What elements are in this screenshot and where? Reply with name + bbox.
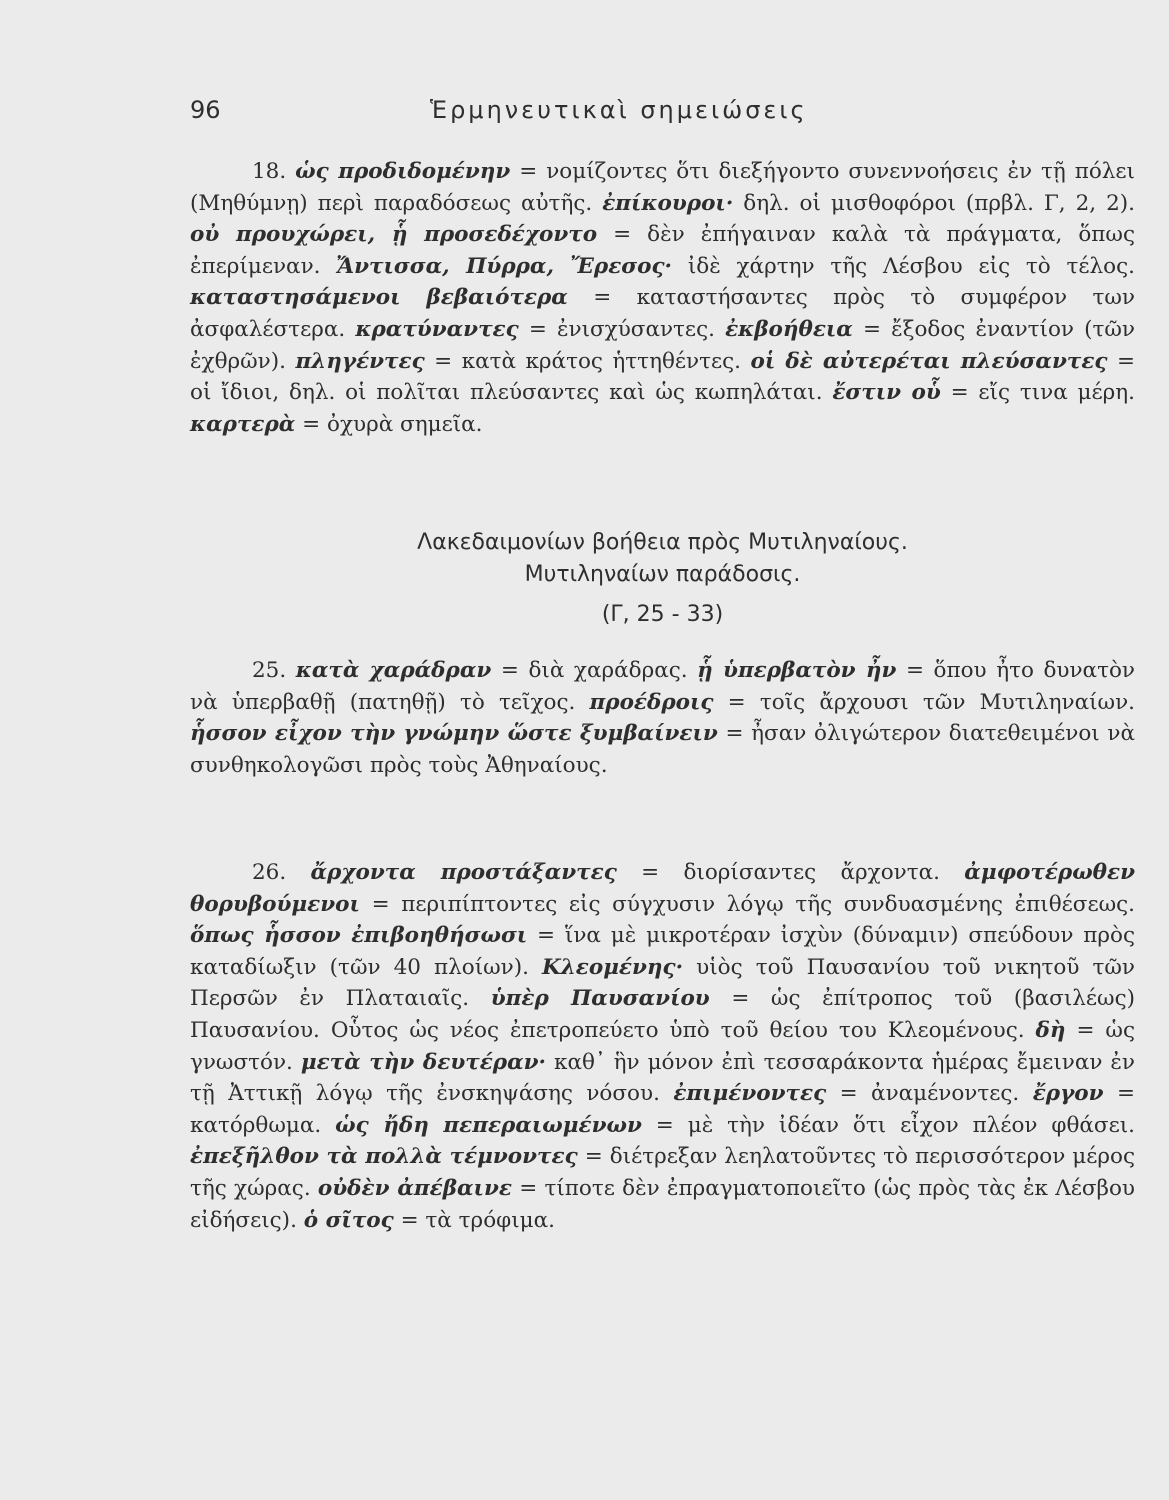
- gloss-text: = διορίσαντες ἄρχοντα.: [616, 860, 965, 885]
- gloss-text: = ἐνισχύσαντες.: [518, 316, 726, 342]
- gloss-text: = μὲ τὴν ἰδέαν ὅτι εἶχον πλέον φθάσει.: [641, 1112, 1135, 1138]
- lemma-term: Ἄντισσα, Πύρρα, Ἔρεσος·: [336, 253, 673, 279]
- gloss-text: = ὡς γνωστόν.: [190, 1017, 1135, 1075]
- gloss-text: 18.: [252, 159, 296, 184]
- lemma-term: καταστησάμενοι βεβαιότερα: [190, 285, 568, 311]
- lemma-term: ἄρχοντα προστάξαντες: [310, 860, 617, 885]
- gloss-text: = ἔξοδος ἐναντίον (τῶν ἐχθρῶν).: [190, 316, 1135, 374]
- gloss-text: = περιπίπτοντες εἰς σύγχυσιν λόγῳ τῆς συνδυασμένης ἐπιθέσεως.: [359, 891, 1135, 917]
- gloss-text: = ἀναμένοντες.: [826, 1081, 1033, 1107]
- lemma-term: ἔστιν οὗ: [832, 380, 941, 406]
- gloss-text: = ἦσαν ὀλιγώτερον διατεθειμένοι νὰ συνθηκολογῶσι πρὸς τοὺς Ἀθηναίους.: [190, 721, 1136, 778]
- gloss-text: καθ᾽ ἣν μόνον ἐπὶ τεσσαράκοντα ἡμέρας ἔμειναν ἐν τῇ Ἀττικῇ λόγῳ τῆς ἐνσκηψάσης νόσου.: [190, 1049, 1135, 1107]
- lemma-term: ᾗ ὑπερβατὸν ἦν: [697, 658, 897, 683]
- lemma-term: ὑπὲρ Παυσανίου: [490, 986, 710, 1012]
- gloss-text: 25.: [252, 658, 296, 683]
- page-header: [190, 96, 1135, 136]
- gloss-text: δηλ. οἱ μισθοφόροι (πρβλ. Γ, 2, 2).: [733, 190, 1136, 216]
- lemma-term: προέδροις: [589, 689, 714, 715]
- gloss-text: = κατόρθωμα.: [190, 1081, 1135, 1138]
- note-25-paragraph: [190, 655, 1135, 781]
- gloss-text: = διὰ χαράδρας.: [491, 658, 698, 683]
- section-heading-line-2: Μυτιληναίων παράδοσις.: [524, 562, 801, 587]
- gloss-text: = τοῖς ἄρχουσι τῶν Μυτιληναίων.: [713, 689, 1135, 715]
- lemma-term: κατὰ χαράδραν: [295, 658, 492, 683]
- gloss-text: = δὲν ἐπήγαιναν καλὰ τὰ πράγματα, ὅπως ἐπερίμεναν.: [190, 222, 1136, 279]
- gloss-text: = διέτρεξαν λεηλατοῦντες τὸ περισσότερον μέρος τῆς χώρας.: [190, 1144, 1135, 1201]
- section-heading: [190, 527, 1135, 591]
- lemma-term: ἧσσον εἶχον τὴν γνώμην ὥστε ξυμβαίνειν: [190, 721, 718, 747]
- lemma-term: ἔργον: [1032, 1081, 1104, 1107]
- lemma-term: ὡς προδιδομένην: [295, 159, 511, 184]
- lemma-term: δὴ: [1035, 1017, 1066, 1043]
- section-heading-line-1: Λακεδαιμονίων βοήθεια πρὸς Μυτιληναίους.: [417, 530, 908, 555]
- gloss-text: = τίποτε δὲν ἐπραγματοποιεῖτο (ὡς πρὸς τὰς ἐκ Λέσβου εἰδήσεις).: [190, 1175, 1135, 1233]
- gloss-text: υἱὸς τοῦ Παυσανίου τοῦ νικητοῦ τῶν Περσῶν ἐν Πλαταιαῖς.: [190, 954, 1135, 1012]
- lemma-term: ἐπίκουροι·: [602, 190, 734, 216]
- lemma-term: ὅπως ἧσσον ἐπιβοηθήσωσι: [190, 923, 528, 949]
- lemma-term: οἱ δὲ αὐτερέται πλεύσαντες: [750, 348, 1108, 374]
- note-26-paragraph: [190, 857, 1135, 1236]
- lemma-term: οὐδὲν ἀπέβαινε: [317, 1175, 512, 1201]
- gloss-text: = οἱ ἴδιοι, δηλ. οἱ πολῖται πλεύσαντες καὶ ὡς κωπηλάται.: [190, 348, 1135, 406]
- lemma-term: καρτερὰ: [190, 411, 296, 437]
- gloss-text: = ἵνα μὲ μικροτέραν ἰσχὺν (δύναμιν) σπεύδουν πρὸς καταδίωξιν (τῶν 40 πλοίων).: [190, 923, 1136, 980]
- gloss-text: = ὀχυρὰ σημεῖα.: [295, 411, 483, 437]
- gloss-text: ἰδὲ χάρτην τῆς Λέσβου εἰς τὸ τέλος.: [672, 253, 1135, 279]
- gloss-text: 26.: [252, 860, 311, 885]
- gloss-text: = νομίζοντες ὅτι διεξήγοντο συνεννοήσεις ἐν τῇ πόλει (Μηθύμνῃ) περὶ παραδόσεως αὐτῆς.: [190, 159, 1135, 216]
- gloss-text: = εἴς τινα μέρη.: [940, 380, 1136, 406]
- lemma-term: ἐκβοήθεια: [725, 316, 853, 342]
- section-reference: (Γ, 25 - 33): [601, 602, 724, 627]
- gloss-text: = καταστήσαντες πρὸς τὸ συμφέρον των ἀσφαλέστερα.: [190, 285, 1135, 342]
- lemma-term: οὐ προυχώρει, ᾗ προσεδέχοντο: [190, 222, 598, 248]
- note-18-paragraph: [190, 156, 1135, 440]
- lemma-term: ἐπεξῆλθον τὰ πολλὰ τέμνοντες: [190, 1144, 578, 1170]
- gloss-text: = κατὰ κράτος ἡττηθέντες.: [424, 348, 751, 374]
- lemma-term: ἀμφοτέρωθεν θορυβούμενοι: [190, 860, 1135, 917]
- gloss-text: = ὅπου ἦτο δυνατὸν νὰ ὑπερβαθῇ (πατηθῇ) τὸ τεῖχος.: [190, 658, 1135, 715]
- lemma-term: μετὰ τὴν δευτέραν·: [300, 1049, 547, 1075]
- lemma-term: ἐπιμένοντες: [673, 1081, 827, 1107]
- gloss-text: = τὰ τρόφιμα.: [393, 1207, 555, 1233]
- lemma-term: κρατύναντες: [355, 316, 519, 342]
- lemma-term: ὁ σῖτος: [303, 1207, 394, 1233]
- lemma-term: Κλεομένης·: [542, 954, 684, 980]
- lemma-term: πληγέντες: [295, 348, 425, 374]
- page-number: 96: [190, 96, 221, 124]
- running-title: Ἑρμηνευτικαὶ σημειώσεις: [430, 96, 808, 124]
- gloss-text: = ὡς ἐπίτροπος τοῦ (βασιλέως) Παυσανίου. Οὗτος ὡς νέος ἐπετροπεύετο ὑπὸ τοῦ θείου του Κλεομένους.: [190, 986, 1135, 1043]
- lemma-term: ὡς ἤδη πεπεραιωμένων: [335, 1112, 642, 1138]
